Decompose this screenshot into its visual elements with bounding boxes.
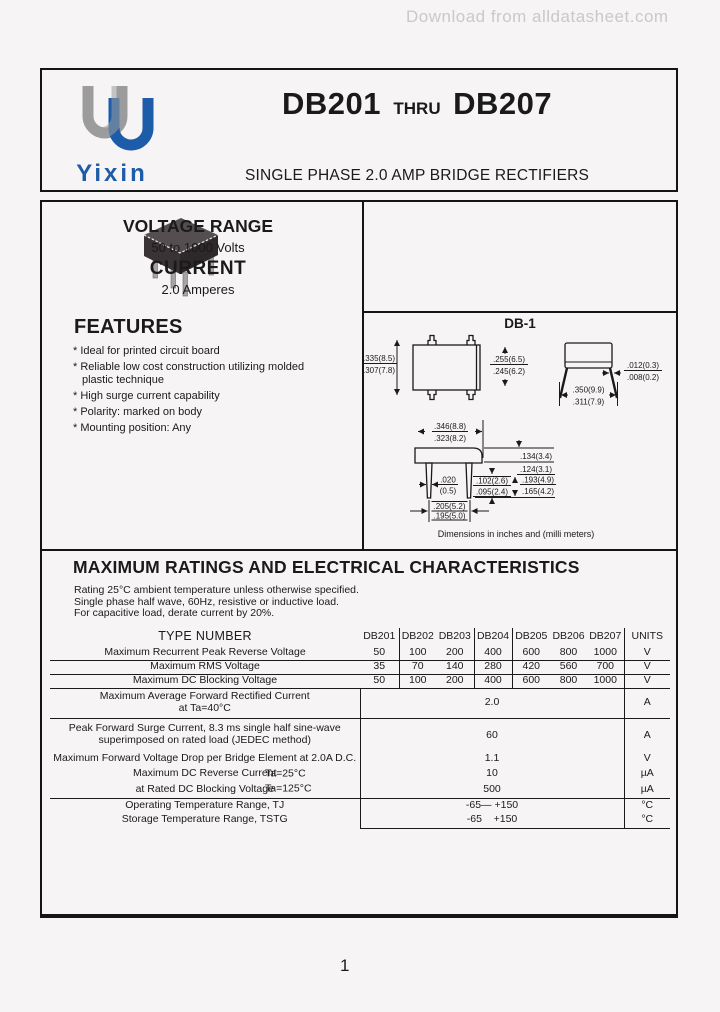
col-header-db202: DB202	[401, 630, 434, 643]
cell-value: 1000	[587, 674, 624, 688]
row-label	[50, 781, 360, 798]
row-label	[50, 766, 360, 781]
page-number: 1	[340, 956, 350, 975]
db1-package-drawing	[362, 332, 676, 547]
cell-value: 1000	[587, 646, 624, 660]
col-header-db203: DB203	[436, 628, 474, 646]
title-part-from: DB201	[281, 86, 381, 121]
page-subtitle: SINGLE PHASE 2.0 AMP BRIDGE RECTIFIERS	[244, 167, 590, 184]
section-divider	[42, 549, 676, 551]
cell-value: 560	[550, 660, 587, 674]
cell-value: 200	[436, 646, 474, 660]
header-box	[40, 68, 678, 192]
dim-body-width-min: .323(8.2)	[433, 434, 467, 443]
dim-lead-span-max: .350(9.9)	[572, 385, 605, 395]
col-header-units: UNITS	[631, 630, 663, 643]
table-row-ifsm	[50, 718, 670, 752]
current-value: 2.0 Amperes	[161, 282, 235, 297]
dim-lead-span-min: .311(7.9)	[572, 397, 605, 407]
dim-seat-height-max: .134(3.4)	[519, 452, 553, 461]
cell-unit: A	[624, 688, 670, 718]
table-row-vdc	[50, 674, 670, 688]
package-name: DB-1	[504, 316, 536, 331]
cell-value: 60	[486, 728, 498, 741]
row-label-line1: Peak Forward Surge Current, 8.3 ms single half sine-wave	[68, 722, 341, 735]
dim-seat-height-min: .124(3.1)	[519, 465, 553, 474]
cell-value: 500	[360, 781, 624, 798]
cell-value: 10	[486, 766, 498, 779]
cell-unit: V	[624, 646, 670, 660]
feature-item: * Reliable low cost construction utilizing molded plastic technique	[73, 361, 305, 386]
yixin-logo-icon	[72, 82, 168, 160]
cell-value: 140	[436, 660, 474, 674]
cell-unit: µA	[624, 766, 670, 781]
cell-unit: A	[624, 718, 670, 752]
ratings-table	[50, 628, 670, 829]
dim-lead-width-mm: (0.5)	[439, 486, 457, 496]
cell-unit: °C	[624, 812, 670, 828]
cell-value: 600	[512, 674, 550, 688]
cell-value: 50	[360, 646, 399, 660]
features-list	[73, 345, 335, 438]
row-label-line2: superimposed on rated load (JEDEC method)	[98, 733, 311, 746]
table-row-tj	[50, 798, 670, 812]
watermark: Download from alldatasheet.com	[406, 7, 669, 26]
cell-value: 280	[474, 660, 512, 674]
row-label: Storage Temperature Range, TSTG	[50, 812, 360, 828]
cell-value: 400	[474, 646, 512, 660]
cell-value: 50	[360, 674, 399, 688]
dim-lead-standoff-max: .102(2.6)	[475, 476, 509, 486]
row-label-text: Maximum DC Reverse Current	[132, 766, 277, 779]
voltage-range-label: VOLTAGE RANGE	[122, 216, 274, 236]
brand-name: Yixin	[76, 160, 148, 187]
cell-value: 100	[399, 674, 436, 688]
dim-body-depth-min: .245(6.2)	[492, 367, 526, 376]
row-label-text: at Rated DC Blocking Voltage	[135, 782, 274, 795]
col-header-db205: DB205	[515, 630, 548, 643]
dim-lead-length-min: .165(4.2)	[521, 487, 555, 496]
dim-body-height-min: .307(7.8)	[362, 366, 396, 375]
col-header-db204: DB204	[474, 628, 512, 646]
cell-unit: V	[624, 674, 670, 688]
title-part-to: DB207	[453, 86, 553, 121]
features-heading: FEATURES	[74, 316, 183, 338]
cell-value: 2.0	[360, 688, 624, 718]
cell-value: 700	[587, 660, 624, 674]
row-label-line2: at Ta=40°C	[178, 701, 231, 714]
row-label: Maximum RMS Voltage	[50, 660, 360, 674]
table-row-if-avg	[50, 688, 670, 718]
cell-value: 200	[436, 674, 474, 688]
col-header-db207: DB207	[587, 628, 624, 646]
dim-body-depth-max: .255(6.5)	[492, 355, 526, 364]
feature-item: * Ideal for printed circuit board	[73, 345, 220, 357]
cell-value: 420	[512, 660, 550, 674]
col-header-type-number: TYPE NUMBER	[158, 629, 252, 644]
cell-value: 1.1	[484, 752, 500, 765]
dim-body-width-max: .346(8.8)	[433, 422, 467, 431]
dim-lead-width: .020	[440, 475, 456, 485]
note-line: For capacitive load, derate current by 20%.	[74, 607, 275, 619]
cell-value: 400	[474, 674, 512, 688]
table-header-row	[50, 628, 670, 646]
top-view	[413, 336, 480, 400]
cell-value: -65— +150	[465, 798, 519, 811]
cell-value: 800	[550, 674, 587, 688]
row-condition: Ta=125°C	[265, 782, 312, 795]
table-row-vf	[50, 752, 670, 766]
table-row-ir25	[50, 766, 670, 781]
dim-lead-standoff-min: .095(2.4)	[475, 487, 509, 497]
col-header-db201: DB201	[360, 628, 399, 646]
table-row-vrrm	[50, 646, 670, 660]
table-row-ir125	[50, 781, 670, 798]
row-label-line1: Maximum Average Forward Rectified Current	[99, 690, 310, 702]
cell-unit: V	[624, 752, 670, 766]
row-label: Operating Temperature Range, TJ	[50, 798, 360, 812]
row-label	[50, 688, 360, 718]
ratings-heading: MAXIMUM RATINGS AND ELECTRICAL CHARACTERISTICS	[73, 557, 580, 577]
note-line: Single phase half wave, 60Hz, resistive or inductive load.	[74, 595, 339, 608]
cell-unit: µA	[624, 781, 670, 798]
drawing-caption: Dimensions in inches and (milli meters)	[437, 529, 595, 539]
voltage-range-value: 50 to 1000 Volts	[151, 240, 245, 255]
table-row-vrms	[50, 660, 670, 674]
dim-lead-length-max: .193(4.9)	[521, 475, 555, 485]
cell-value: -65 +150	[360, 812, 624, 828]
col-header-db206: DB206	[552, 630, 585, 643]
cell-value: 35	[360, 660, 399, 674]
feature-item: * Mounting position: Any	[73, 422, 192, 434]
ratings-notes	[74, 585, 359, 620]
dim-lead-pitch-min: .195(5.0)	[433, 511, 466, 521]
main-content-box	[40, 200, 678, 918]
title-thru: THRU	[393, 99, 441, 118]
page-title	[207, 86, 627, 128]
row-label	[50, 718, 360, 752]
dim-body-height-max: .335(8.5)	[362, 354, 396, 363]
cell-value: 600	[512, 646, 550, 660]
dim-lead-thickness-max: .012(0.3)	[626, 361, 660, 370]
row-label: Maximum DC Blocking Voltage	[50, 674, 360, 688]
current-label: CURRENT	[149, 258, 247, 279]
cell-value: 800	[550, 646, 587, 660]
cell-value: 100	[399, 646, 436, 660]
row-condition: Ta=25°C	[265, 766, 306, 779]
front-view-dimensions	[433, 422, 554, 521]
feature-item: * High surge current capability	[73, 390, 220, 402]
row-label: Maximum Recurrent Peak Reverse Voltage	[50, 646, 360, 660]
note-line: Rating 25°C ambient temperature unless otherwise specified.	[74, 584, 359, 596]
table-row-tstg	[50, 812, 670, 828]
cell-value: 70	[399, 660, 436, 674]
feature-item: * Polarity: marked on body	[73, 406, 203, 418]
cell-unit: °C	[624, 798, 670, 812]
row-label: Maximum Forward Voltage Drop per Bridge Element at 2.0A D.C.	[50, 752, 360, 766]
dim-lead-pitch-max: .205(5.2)	[433, 502, 466, 511]
cell-unit: V	[624, 660, 670, 674]
dim-lead-thickness-min: .008(0.2)	[626, 373, 660, 382]
right-panel-divider	[362, 311, 676, 313]
